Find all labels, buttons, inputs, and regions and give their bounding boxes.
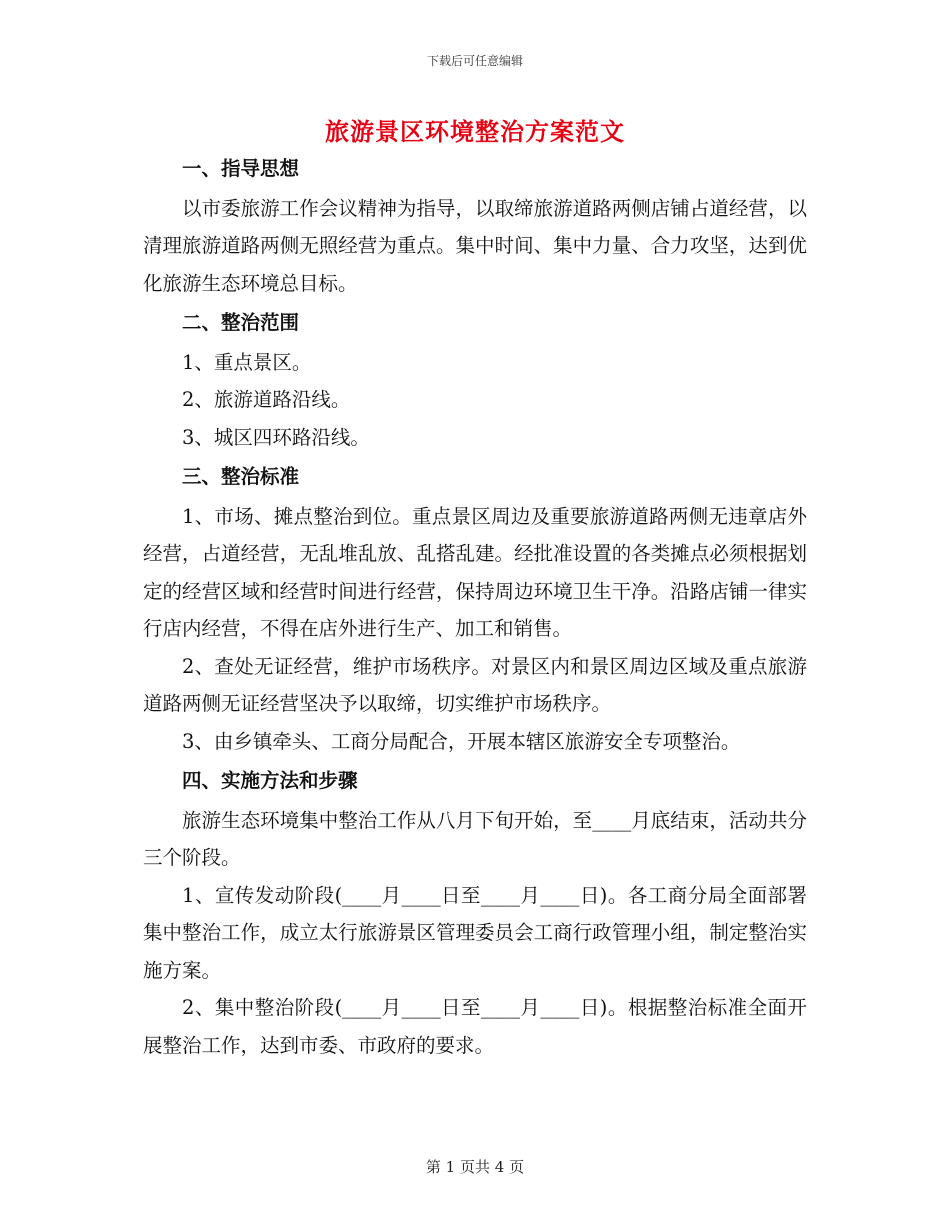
- section-heading-methods: 四、实施方法和步骤: [182, 769, 358, 792]
- list-item-scope-1: 1、重点景区。: [182, 350, 312, 374]
- paragraph-stage-2: 2、集中整治阶段(____月____日至____月____日)。根据整治标准全面开展整治工作，达到市委、市政府的要求。: [143, 996, 807, 1057]
- paragraph-guiding-thought: 以市委旅游工作会议精神为指导，以取缔旅游道路两侧店铺占道经营，以清理旅游道路两侧无照经营为重点。集中时间、集中力量、合力攻坚，达到优化旅游生态环境总目标。: [143, 196, 807, 295]
- paragraph-standard-3: 3、由乡镇牵头、工商分局配合，开展本辖区旅游安全专项整治。: [182, 729, 741, 753]
- paragraph-standard-1: 1、市场、摊点整治到位。重点景区周边及重要旅游道路两侧无违章店外经营，占道经营，无乱堆乱放、乱搭乱建。经批准设置的各类摊点必须根据划定的经营区域和经营时间进行经营，保持周边环境卫生干净。沿路店铺一律实行店内经营，不得在店外进行生产、加工和销售。: [143, 504, 807, 640]
- list-item-scope-3: 3、城区四环路沿线。: [182, 425, 370, 449]
- header-note: 下载后可任意编辑: [426, 54, 523, 68]
- paragraph-standard-2: 2、查处无证经营，维护市场秩序。对景区内和景区周边区域及重点旅游道路两侧无证经营坚决予以取缔，切实维护市场秩序。: [143, 654, 807, 715]
- page-number-footer: 第 1 页共 4 页: [425, 1158, 525, 1176]
- section-heading-scope: 二、整治范围: [182, 311, 300, 334]
- list-item-scope-2: 2、旅游道路沿线。: [182, 388, 351, 411]
- section-heading-standards: 三、整治标准: [182, 465, 300, 488]
- paragraph-methods-intro: 旅游生态环境集中整治工作从八月下旬开始，至____月底结束，活动共分三个阶段。: [143, 808, 807, 869]
- document-body: [143, 148, 807, 1064]
- document-title: 旅游景区环境整治方案范文: [325, 117, 625, 146]
- section-heading-guiding-thought: 一、指导思想: [182, 157, 300, 180]
- paragraph-stage-1: 1、宣传发动阶段(____月____日至____月____日)。各工商分局全面部署集中整治工作，成立太行旅游景区管理委员会工商行政管理小组，制定整治实施方案。: [143, 883, 807, 982]
